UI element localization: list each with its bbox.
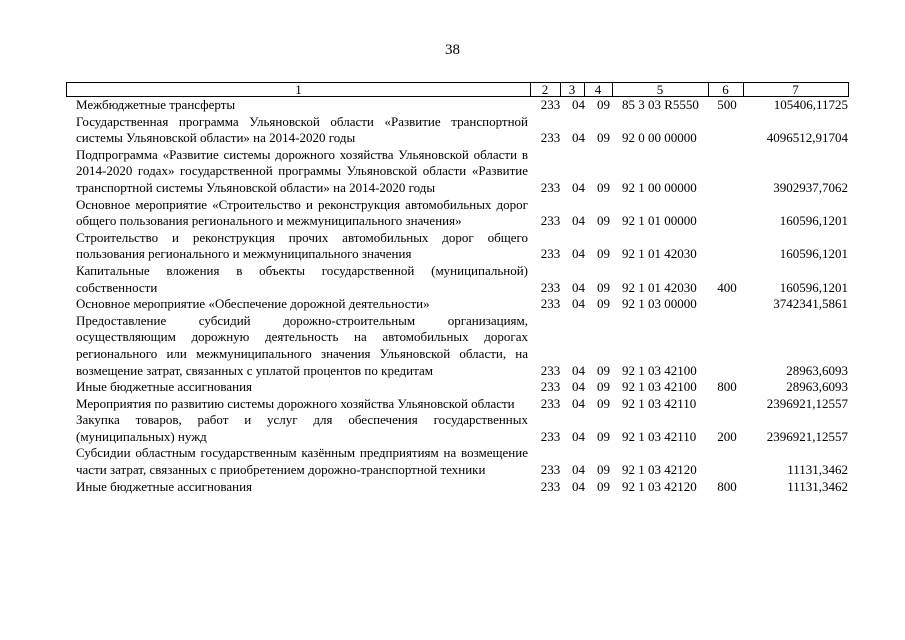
row-amount: 3902937,7062 xyxy=(773,179,848,195)
row-code-target: 92 1 01 42030 xyxy=(622,279,697,295)
row-name: Закупка товаров, работ и услуг для обеспечения государственных (муниципальных) нужд xyxy=(76,412,528,444)
row-code-subsection: 09 xyxy=(597,362,610,378)
row-code-subsection: 09 xyxy=(597,279,610,295)
budget-table-body xyxy=(0,97,905,495)
row-code-subsection: 09 xyxy=(597,296,610,312)
table-row xyxy=(0,147,905,197)
row-code-admin: 233 xyxy=(540,379,561,395)
row-code-subsection: 09 xyxy=(597,462,610,478)
row-amount: 105406,11725 xyxy=(773,97,848,112)
row-code-section: 04 xyxy=(572,296,585,312)
row-amount: 160596,1201 xyxy=(779,213,848,229)
row-code-target: 92 1 01 00000 xyxy=(622,213,697,229)
row-code-subsection: 09 xyxy=(597,478,610,494)
table-row xyxy=(0,396,905,413)
row-code-section: 04 xyxy=(572,478,585,494)
table-row xyxy=(0,230,905,263)
row-name: Государственная программа Ульяновской области «Развитие транспортной системы Ульяновской области» на 2014-2020 годы xyxy=(76,113,528,146)
row-code-subsection: 09 xyxy=(597,428,610,444)
row-name: Капитальные вложения в объекты государственной (муниципальной) собственности xyxy=(76,262,528,295)
row-code-section: 04 xyxy=(572,130,585,146)
table-row xyxy=(0,313,905,379)
row-code-admin: 233 xyxy=(540,246,561,262)
header-col-5: 5 xyxy=(656,82,664,97)
row-amount: 28963,6093 xyxy=(786,379,848,395)
table-row xyxy=(0,197,905,230)
row-code-section: 04 xyxy=(572,428,585,444)
row-amount: 11131,3462 xyxy=(787,478,848,494)
row-name: Подпрограмма «Развитие системы дорожного хозяйства Ульяновской области в 2014-2020 годах» государственной программы Ульяновской области «Развитие транспортной системы Ульяновской области» на 2014-2020 годы xyxy=(76,146,528,195)
row-code-admin: 233 xyxy=(540,296,561,312)
row-code-subsection: 09 xyxy=(597,379,610,395)
row-code-target: 92 0 00 00000 xyxy=(622,130,697,146)
row-code-target: 92 1 01 42030 xyxy=(622,246,697,262)
row-code-subsection: 09 xyxy=(597,213,610,229)
table-row xyxy=(0,114,905,147)
row-amount: 28963,6093 xyxy=(786,362,848,378)
header-col-7: 7 xyxy=(792,82,799,97)
table-row xyxy=(0,97,905,114)
row-code-expense-type: 800 xyxy=(717,478,737,494)
row-code-admin: 233 xyxy=(540,395,561,411)
table-header xyxy=(66,82,849,97)
header-col-1: 1 xyxy=(295,82,302,97)
row-code-subsection: 09 xyxy=(597,246,610,262)
row-amount: 160596,1201 xyxy=(779,246,848,262)
row-amount: 3742341,5861 xyxy=(773,296,848,312)
row-code-admin: 233 xyxy=(540,179,561,195)
row-code-expense-type: 500 xyxy=(717,97,737,112)
row-code-section: 04 xyxy=(572,362,585,378)
row-code-expense-type: 800 xyxy=(717,379,737,395)
row-code-subsection: 09 xyxy=(597,395,610,411)
row-code-expense-type: 400 xyxy=(717,279,737,295)
row-code-section: 04 xyxy=(572,213,585,229)
row-name: Основное мероприятие «Обеспечение дорожной деятельности» xyxy=(76,296,430,312)
header-col-3: 3 xyxy=(568,82,576,97)
row-code-target: 92 1 03 42100 xyxy=(622,379,697,395)
row-code-admin: 233 xyxy=(540,362,561,378)
row-code-expense-type: 200 xyxy=(717,428,737,444)
page-number: 38 xyxy=(445,42,460,58)
table-row xyxy=(0,479,905,496)
row-name: Субсидии областным государственным казённым предприятиям на возмещение части затрат, связанных с приобретением дорожно-транспортной техники xyxy=(76,445,528,478)
row-code-admin: 233 xyxy=(540,97,561,112)
row-code-admin: 233 xyxy=(540,213,561,229)
row-amount: 2396921,12557 xyxy=(766,395,848,411)
row-code-section: 04 xyxy=(572,462,585,478)
row-code-admin: 233 xyxy=(540,428,561,444)
row-code-section: 04 xyxy=(572,279,585,295)
table-row xyxy=(0,263,905,296)
row-code-target: 92 1 03 42110 xyxy=(622,395,697,411)
row-code-target: 92 1 03 42100 xyxy=(622,362,697,378)
row-code-admin: 233 xyxy=(540,462,561,478)
row-code-target: 85 3 03 R5550 xyxy=(622,97,699,112)
row-code-admin: 233 xyxy=(540,130,561,146)
row-code-section: 04 xyxy=(572,179,585,195)
row-amount: 2396921,12557 xyxy=(766,428,848,444)
row-name: Предоставление субсидий дорожно-строительным организациям, осуществляющим дорожную деятельность на автомобильных дорогах регионального или межмуниципального значения Ульяновской области, на возмещение затрат, связанных с уплатой процентов по кредитам xyxy=(76,312,528,378)
table-row xyxy=(0,445,905,478)
row-code-section: 04 xyxy=(572,97,585,112)
row-code-subsection: 09 xyxy=(597,97,610,112)
row-code-subsection: 09 xyxy=(597,179,610,195)
row-code-target: 92 1 03 42120 xyxy=(622,478,697,494)
row-code-section: 04 xyxy=(572,395,585,411)
row-name: Строительство и реконструкция прочих автомобильных дорог общего пользования регионального и межмуниципального значения xyxy=(76,229,528,262)
row-code-target: 92 1 03 00000 xyxy=(622,296,697,312)
row-code-target: 92 1 03 42120 xyxy=(622,462,697,478)
row-code-admin: 233 xyxy=(540,279,561,295)
header-col-4: 4 xyxy=(594,82,602,97)
row-code-subsection: 09 xyxy=(597,130,610,146)
row-name: Мероприятия по развитию системы дорожного хозяйства Ульяновской области xyxy=(76,395,515,411)
row-code-section: 04 xyxy=(572,379,585,395)
table-row xyxy=(0,379,905,396)
row-name: Межбюджетные трансферты xyxy=(76,97,236,112)
row-code-section: 04 xyxy=(572,246,585,262)
header-col-2: 2 xyxy=(541,82,549,97)
row-name: Иные бюджетные ассигнования xyxy=(76,478,253,494)
row-code-admin: 233 xyxy=(540,478,561,494)
row-amount: 4096512,91704 xyxy=(766,130,848,146)
header-col-6: 6 xyxy=(722,82,729,97)
row-code-target: 92 1 03 42110 xyxy=(622,428,697,444)
table-row xyxy=(0,412,905,445)
row-amount: 160596,1201 xyxy=(779,279,848,295)
table-row xyxy=(0,296,905,313)
row-name: Иные бюджетные ассигнования xyxy=(76,379,253,395)
row-code-target: 92 1 00 00000 xyxy=(622,179,697,195)
row-name: Основное мероприятие «Строительство и реконструкция автомобильных дорог общего пользования регионального и межмуниципального значения» xyxy=(76,196,528,229)
row-amount: 11131,3462 xyxy=(787,462,848,478)
